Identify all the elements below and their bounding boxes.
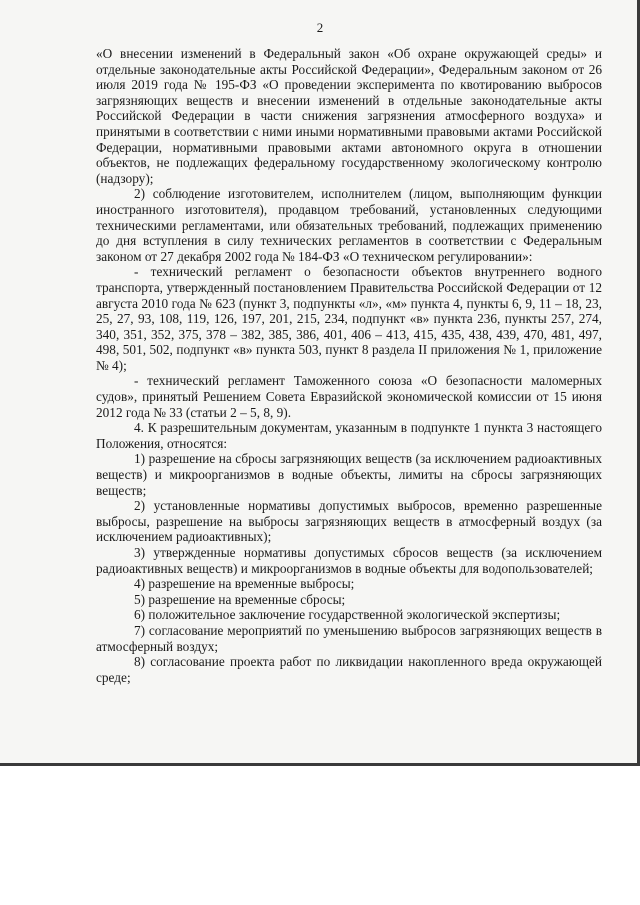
paragraph-item-2: 2) соблюдение изготовителем, исполнителем (лицом, выполняющим функции иностранного изготовителя), продавцом требований, установленных следующими техническими регламентами, или обязательных требований, подлежащих применению до дня вступления в силу технических регламентов в соответствии с Федеральным законом от 27 декабря 2002 года № 184-ФЗ «О техническом регулировании»: [96,186,602,264]
list-item-4: 4) разрешение на временные выбросы; [134,576,355,592]
list-item-1: 1) разрешение на сбросы загрязняющих веществ (за исключением радиоактивных веществ) и микроорганизмов в водные объекты, лимиты на сбросы загрязняющих веществ; [96,451,602,498]
paragraph-continuation: «О внесении изменений в Федеральный закон «Об охране окружающей среды» и отдельные законодательные акты Российской Федерации», Федеральным законом от 26 июля 2019 года № 195-ФЗ «О проведении эксперимента по квотированию выбросов загрязняющих веществ и внесении изменений в отдельные законодательные акты Российской Федерации в части снижения загрязнения атмосферного воздуха» и принятыми в соответствии с ними иными нормативными правовыми актами Российской Федерации, нормативными правовыми актами автономного округа в отношении объектов, не подлежащих федеральному государственному экологическому контролю (надзору); [96,46,602,186]
list-item-3: 3) утвержденные нормативы допустимых сбросов веществ (за исключением радиоактивных веществ) и микроорганизмов в водные объекты для водопользователей; [96,545,602,576]
paragraph-regulation-water-transport: - технический регламент о безопасности объектов внутреннего водного транспорта, утвержденный постановлением Правительства Российской Федерации от 12 августа 2010 года № 623 (пункт 3, подпункты «л», «м» пункта 4, пункты 6, 9, 11 – 18, 23, 25, 27, 93, 108, 119, 126, 197, 201, 215, 234, подпункт «в» пункта 236, пункты 257, 274, 340, 351, 352, 375, 378 – 382, 385, 386, 401, 406 – 413, 415, 435, 438, 439, 470, 481, 497, 498, 501, 502, подпункт «в» пункта 503, пункт 8 раздела II приложения № 1, приложение № 4); [96,264,602,373]
document-body [96,46,602,685]
paragraph-regulation-small-vessels: - технический регламент Таможенного союза «О безопасности маломерных судов», принятый Решением Совета Евразийской экономической комиссии от 15 июня 2012 года № 33 (статьи 2 – 5, 8, 9). [96,373,602,420]
list-item-8: 8) согласование проекта работ по ликвидации накопленного вреда окружающей среде; [96,654,602,685]
list-item-6: 6) положительное заключение государственной экологической экспертизы; [134,607,561,623]
page-number: 2 [316,20,324,35]
list-item-7: 7) согласование мероприятий по уменьшению выбросов загрязняющих веществ в атмосферный воздух; [96,622,602,654]
list-item-2: 2) установленные нормативы допустимых выбросов, временно разрешенные выбросы, разрешение на выбросы загрязняющих веществ в атмосферный воздух (за исключением радиоактивных); [96,498,602,545]
paragraph-section-4: 4. К разрешительным документам, указанным в подпункте 1 пункта 3 настоящего Положения, относятся: [96,420,602,451]
list-item-5: 5) разрешение на временные сбросы; [134,591,346,607]
